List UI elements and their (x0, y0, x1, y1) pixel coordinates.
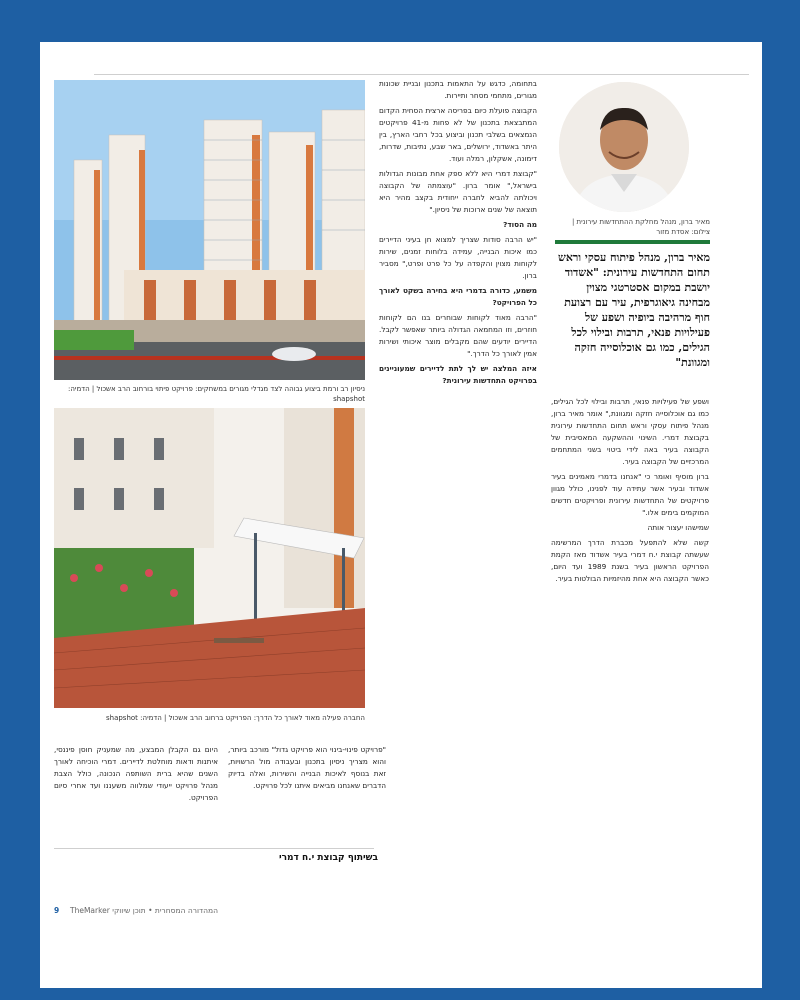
article-column-right (551, 396, 709, 896)
page-number: 9 (54, 906, 60, 915)
article-column-bottom-left (54, 744, 218, 839)
paragraph: "יש הרבה סודות שצריך למצוא חן בעיני הדיירים כמו איכות הבנייה, עמידה בלוחות זמנים, שירות לקוחות מצוין והקפדה על כל פרט ופרט," מסביר ברון. (379, 235, 537, 280)
image-2-caption: החברה פעילה מאוד לאורך כל הדרך: הפרויקט ברחוב הרב אשכול | הדמיה: shapshot (105, 714, 365, 722)
subheading: שמישהו יעצור אותה (647, 523, 709, 532)
top-rule (94, 74, 749, 75)
article-headline: מאיר ברון, מנהל פיתוח עסקי וראש תחום התחדשות עירונית: "אשדוד יושבת במקום אסטרטגי מצוין מבחינה גיאוגרפית, עיר עם רצועת חוף מרהיבה ביופיה ושפע של פעילויות פנאי, תרבות ובילוי לכל הגילים, כמו גם אוכלוסייה חזקה ומגוונת" (558, 251, 710, 369)
paragraph: "קבוצת דמרי היא ללא ספק אחת מבונות הגדולות בישראל," אומר ברון. "עוצמתה של הקבוצה ויכולתה להביא לחברה ייחודית בקצב מהיר היא תוצאה של שנים ארוכות של ניסיון." (379, 169, 537, 214)
paragraph: קשה שלא להתפעל מכברת הדרך המרשימה שעשתה קבוצת י.ח דמרי בעיר אשדוד מאז הקמת הפרויקט הראשון בעיר בשנת 1989 ועד היום, כאשר הקבוצה היא אחת מהיזמיות הבולטות בעיר. (551, 538, 709, 583)
paragraph: "פרויקט פינוי-בינוי הוא פרויקט גדול" מורכב ביותר, והוא מצריך ניסיון בתכנון ובעבודה מול הרשויות, זאת בנוסף לאיכות הבנייה והשירות, ואלה בדיוק הדברים שאנחנו מביאים איתנו לכל פרויקט. (228, 745, 386, 790)
subheading: איזה המלצה יש לך לתת לדיירים שמעוניינים בפרויקט התחדשות עירונית? (379, 364, 537, 385)
paragraph: ושפע של פעילויות פנאי, תרבות ובילוי לכל הגילים, כמו גם אוכלוסייה חזקה ומגוונת," אומר מאיר ברון, מנהל פיתוח עסקי וראש תחום התחדשות עירונית בקבוצת דמרי. השינוי וההשקעה המאסיבית של הקבוצה בעיר באה לידי ביטוי בשני המתחמים המרכזיים של הקבוצה בעיר. (551, 397, 709, 466)
accent-bar (555, 240, 710, 244)
portrait-caption: מאיר ברון, מנהל מחלקת ההתחדשות עירונית | צילום: אסדת מזור (571, 218, 710, 236)
paragraph: הקבוצה פועלת כיום בפריסה ארצית הסחית הקדום המתבצאת בתכנון של לא פחות מ-41 פרויקטים הנמצאים בשלבי תכנון וביצוע בכל רחבי הארץ, בין היתר באשדוד, ירושלים, באר שבע, נתיבות, שדרות, דימונה, אשקלון, רמלה ועוד. (379, 106, 537, 163)
footer-text: TheMarker המהדורה המסחרית • תוכן שיווקי (70, 906, 219, 915)
bottom-rule (54, 848, 374, 849)
building-render-towers (54, 80, 365, 380)
paragraph: בתחומה, כדגש על התאמות בתכנון ובניית שכונות מגורים, מתחמי מסחר ותיירות. (379, 79, 537, 100)
building-render-courtyard (54, 408, 365, 708)
page-footer (54, 906, 709, 918)
subheading: משמע, כדורה בדמרי היא בחירה בשקט לאורך כל הפרויקט? (379, 286, 537, 307)
portrait-photo (559, 82, 689, 212)
subheading: מה הסוד? (503, 220, 537, 229)
paragraph: "הרבה מאוד לקוחות שבוחרים בנו הם לקוחות חוזרים, וזו המחמאה הגדולה ביותר שאפשר לקבל. הדיירים יודעים שהם מקבלים מוצר איכותי ושירות אמין לאורך כל הדרך." (379, 313, 537, 358)
paragraph: ברון מוסיף ואומר כי "אנחנו בדמרי מאמינים בעיר אשדוד ובעיר אשר עתידה עוד לפנינו, כולל מגוון פרויקטים של התחדשות עירונית ופרויקטים חדשים המוקמים בימים אלו." (551, 472, 709, 517)
image-1-caption: ניסיון רב ורמת ביצוע גבוהה לצד מגדלי מגורים במשחקים: פרויקט פיתוי בורחוב הרב אשכול | הדמיה: shapshot (68, 385, 365, 403)
article-column-middle (379, 78, 537, 896)
paragraph: היום גם הקבלן המבצע, מה שמעניק חוסן פיננסי, איתנות ודאות מוחלטת לדיירים. דמרי הוכיחה לאורך השנים שהיא ברית השותפה הנכונה, כולל הצבת מנהל פרויקט ייעודי שמלווה משעננו ועד אחרי סיום הפרויקט. (54, 745, 218, 802)
article-column-bottom-middle (228, 744, 386, 839)
sponsor-credit: בשיתוף קבוצת י.ח דמרי (278, 853, 378, 863)
